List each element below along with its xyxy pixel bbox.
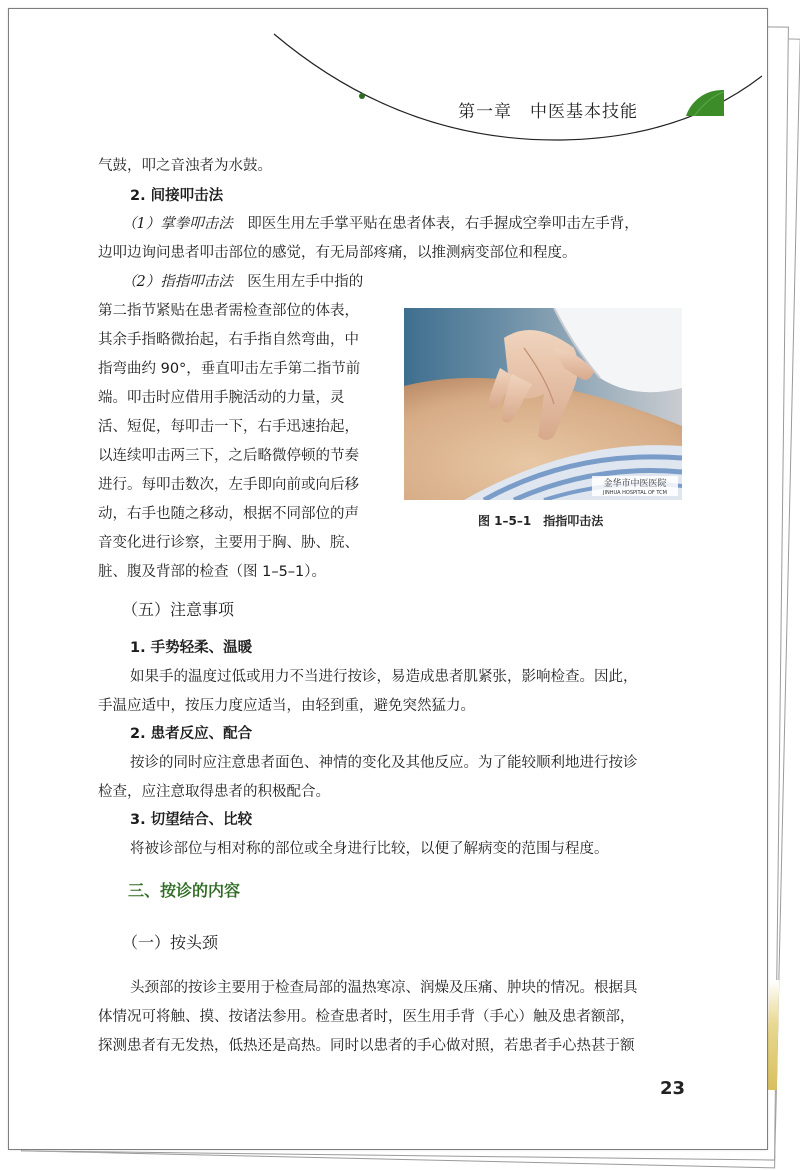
text-line: 指弯曲约 90°，垂直叩击左手第二指节前: [98, 361, 361, 377]
text-line: 如果手的温度过低或用力不当进行按诊，易造成患者肌紧张，影响检查。因此，: [130, 669, 638, 685]
text-line: 气鼓，叩之音浊者为水鼓。: [98, 158, 272, 174]
chapter-title: 第一章 中医基本技能: [458, 102, 638, 122]
text-line: 头颈部的按诊主要用于检查局部的温热寒凉、润燥及压痛、肿块的情况。根据具: [130, 980, 638, 996]
header-decoration: [22, 12, 762, 152]
text-line: 第二指节紧贴在患者需检查部位的体表，: [98, 303, 359, 319]
book-page: [22, 12, 762, 1142]
text-line: [122, 210, 639, 239]
text-line: 端。叩击时应借用手腕活动的力量，灵: [98, 390, 345, 406]
text-line: 将被诊部位与相对称的部位或全身进行比较，以便了解病变的范围与程度。: [130, 841, 609, 857]
text-line: 边叩边询问患者叩击部位的感觉，有无局部疼痛，以推测病变部位和程度。: [98, 245, 577, 261]
text-span: 即医生用左手掌平贴在患者体表，右手握成空拳叩击左手背，: [247, 216, 639, 232]
text-line: 体情况可将触、摸、按诸法参用。检查患者时，医生用手背（手心）触及患者额部，: [98, 1009, 635, 1025]
section-heading-notes: （五）注意事项: [122, 600, 235, 619]
section-heading-palpation-content: 三、按诊的内容: [128, 881, 241, 900]
subheading-gentle-warm: 1. 手势轻柔、温暖: [130, 640, 253, 656]
page-edge-yellow: [767, 980, 779, 1090]
text-line: 以连续叩击两三下，之后略微停顿的节奏: [98, 448, 359, 464]
term-palm-fist: （1）掌拳叩击法: [122, 216, 233, 232]
page-number: 23: [660, 1078, 686, 1099]
text-line: 按诊的同时应注意患者面色、神情的变化及其他反应。为了能较顺利地进行按诊: [130, 755, 638, 771]
term-finger-finger: （2）指指叩击法: [122, 274, 233, 290]
text-line: 进行。每叩击数次，左手即向前或向后移: [98, 477, 359, 493]
subheading-patient-response: 2. 患者反应、配合: [130, 726, 253, 742]
subheading-indirect-percussion: 2. 间接叩击法: [130, 188, 224, 204]
photo-illustration: [404, 308, 682, 500]
watermark-subtext: JINHUA HOSPITAL OF TCM: [603, 490, 667, 496]
text-line: 手温应适中，按压力度应适当，由轻到重，避免突然猛力。: [98, 698, 475, 714]
figure-finger-percussion-photo: [404, 308, 682, 500]
text-line: [122, 268, 363, 297]
text-line: 探测患者有无发热，低热还是高热。同时以患者的手心做对照，若患者手心热甚于额: [98, 1038, 635, 1054]
subheading-combine-compare: 3. 切望结合、比较: [130, 812, 253, 828]
text-span: 医生用左手中指的: [247, 274, 364, 290]
header-dot: [359, 93, 365, 99]
text-line: 其余手指略微抬起，右手指自然弯曲，中: [98, 332, 359, 348]
text-line: 音变化进行诊察，主要用于胸、胁、脘、: [98, 535, 359, 551]
watermark-text: 金华市中医医院: [603, 479, 667, 489]
text-line: 活、短促，每叩击一下，右手迅速抬起，: [98, 419, 359, 435]
text-line: 动，右手也随之移动，根据不同部位的声: [98, 506, 359, 522]
figure-caption: 图 1–5–1 指指叩击法: [478, 514, 604, 528]
text-line: 脏、腹及背部的检查（图 1–5–1）。: [98, 564, 327, 580]
subsection-heading-head-neck: （一）按头颈: [122, 933, 219, 952]
text-line: 检查，应注意取得患者的积极配合。: [98, 784, 330, 800]
